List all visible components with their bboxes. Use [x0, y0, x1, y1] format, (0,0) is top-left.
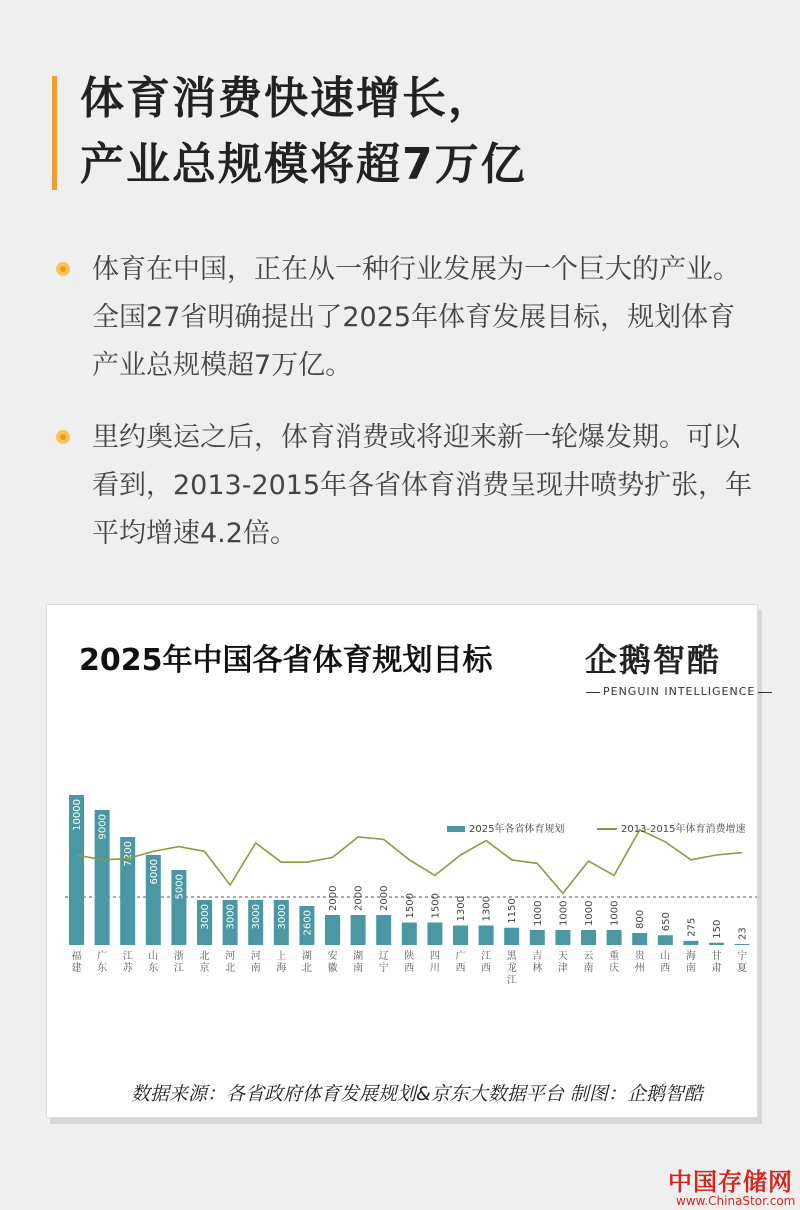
bar-宁夏 — [735, 944, 750, 945]
bar-黑龙江 — [504, 928, 519, 945]
bar-value-label: 800 — [635, 909, 647, 929]
category-label: 河 — [225, 951, 236, 962]
bar-value-label: 3000 — [225, 904, 237, 930]
category-label: 建 — [71, 963, 82, 974]
category-label: 江 — [122, 951, 133, 962]
bar-value-label: 3000 — [276, 904, 288, 930]
bar-value-label: 5000 — [174, 874, 186, 900]
category-label: 州 — [634, 963, 645, 974]
category-label: 湖 — [353, 951, 364, 962]
bar-value-label: 1500 — [404, 893, 416, 919]
bar-value-label: 1500 — [430, 893, 442, 919]
category-label: 山 — [148, 951, 159, 962]
category-label: 江 — [506, 975, 517, 986]
bar-value-label: 9000 — [97, 814, 109, 840]
legend-bar-swatch — [447, 826, 465, 832]
category-label: 林 — [532, 963, 543, 974]
category-label: 西 — [660, 963, 671, 974]
category-label: 北 — [301, 963, 312, 974]
bar-value-label: 2600 — [302, 910, 314, 936]
bar-value-label: 2000 — [328, 885, 339, 911]
category-label: 京 — [199, 963, 210, 974]
bar-value-label: 275 — [686, 917, 698, 937]
category-label: 云 — [583, 951, 594, 962]
category-label: 辽 — [378, 951, 389, 962]
category-label: 甘 — [711, 951, 722, 962]
category-label: 河 — [250, 951, 261, 962]
category-label: 吉 — [532, 951, 543, 962]
category-label: 福 — [71, 951, 82, 962]
bar-value-label: 1000 — [532, 900, 544, 926]
bar-value-label: 1300 — [456, 896, 467, 922]
legend-bar-label: 2025年各省体育规划 — [469, 824, 565, 835]
watermark: 中国存储网 — [668, 1168, 793, 1196]
page-title — [80, 66, 527, 198]
category-label: 广 — [97, 951, 108, 962]
category-label: 黑 — [506, 951, 517, 962]
category-label: 西 — [455, 963, 466, 974]
category-label: 肃 — [711, 963, 722, 974]
category-label: 南 — [250, 963, 261, 974]
category-label: 宁 — [378, 963, 389, 974]
bar-江西 — [479, 926, 494, 946]
category-label: 陕 — [404, 951, 415, 962]
bar-云南 — [581, 930, 596, 945]
bar-value-label: 23 — [737, 927, 749, 940]
title-accent-bar — [52, 76, 57, 190]
bar-value-label: 3000 — [251, 904, 263, 930]
category-label: 西 — [404, 963, 415, 974]
category-label: 重 — [609, 951, 620, 962]
bar-贵州 — [632, 933, 647, 945]
bar-value-label: 10000 — [72, 799, 83, 831]
category-label: 海 — [685, 951, 696, 962]
category-label: 西 — [481, 963, 492, 974]
bar-甘肃 — [709, 943, 724, 945]
category-label: 宁 — [737, 951, 748, 962]
category-label: 龙 — [506, 963, 517, 974]
category-label: 北 — [225, 963, 236, 974]
bar-湖南 — [351, 915, 366, 945]
brand-logo-subtitle: PENGUIN INTELLIGENCE — [583, 685, 775, 698]
category-label: 南 — [583, 963, 594, 974]
category-label: 津 — [557, 963, 568, 974]
legend-line-label: 2013-2015年体育消费增速 — [621, 824, 746, 835]
bar-value-label: 1000 — [584, 900, 595, 926]
bar-海南 — [683, 941, 698, 945]
bar-value-label: 1000 — [558, 900, 570, 926]
bar-value-label: 2000 — [353, 885, 365, 911]
category-label: 苏 — [122, 963, 133, 974]
category-label: 南 — [353, 963, 364, 974]
category-label: 安 — [327, 951, 338, 962]
chart-svg — [47, 675, 757, 1075]
bar-value-label: 3000 — [200, 904, 211, 930]
category-label: 贵 — [634, 951, 645, 962]
bar-吉林 — [530, 930, 545, 945]
category-label: 川 — [429, 963, 440, 974]
category-label: 东 — [97, 963, 108, 974]
bar-value-label: 1150 — [507, 898, 519, 924]
category-label: 江 — [481, 951, 492, 962]
source-note: 数据来源：各省政府体育发展规划&京东大数据平台 制图：企鹅智酷 — [131, 1083, 703, 1105]
brand-logo: 企鹅智酷 — [585, 641, 722, 679]
bar-广西 — [453, 926, 468, 946]
bullet-icon — [56, 430, 70, 444]
category-label: 浙 — [173, 951, 184, 962]
category-label: 天 — [557, 951, 568, 962]
bar-value-label: 1300 — [481, 896, 493, 922]
bullet-icon — [56, 262, 70, 276]
category-label: 江 — [173, 963, 184, 974]
watermark-url: www.ChinaStor.com — [676, 1194, 796, 1208]
paragraph-1: 体育在中国，正在从一种行业发展为一个巨大的产业。全国27省明确提出了2025年体育发展目标，规划体育产业总规模超7万亿。 — [92, 254, 740, 381]
category-label: 海 — [276, 963, 287, 974]
chart-card — [46, 604, 758, 1118]
title-line-1: 体育消费快速增长， — [80, 73, 494, 124]
bar-重庆 — [607, 930, 622, 945]
category-label: 湖 — [301, 951, 312, 962]
category-label: 北 — [199, 951, 210, 962]
category-label: 四 — [429, 951, 440, 962]
bar-安徽 — [325, 915, 340, 945]
bar-value-label: 1000 — [609, 900, 621, 926]
bar-value-label: 7200 — [123, 841, 135, 867]
category-label: 广 — [455, 951, 466, 962]
category-label: 徽 — [327, 963, 338, 974]
bar-value-label: 150 — [712, 919, 723, 939]
bar-四川 — [427, 923, 442, 946]
category-label: 夏 — [737, 963, 748, 974]
bar-辽宁 — [376, 915, 391, 945]
bar-天津 — [555, 930, 570, 945]
category-label: 上 — [276, 951, 287, 962]
bar-value-label: 6000 — [148, 859, 160, 885]
bar-value-label: 650 — [660, 912, 672, 932]
category-label: 庆 — [609, 963, 620, 974]
category-label: 东 — [148, 963, 159, 974]
paragraph-2: 里约奥运之后，体育消费或将迎来新一轮爆发期。可以看到，2013-2015年各省体育消费呈现井喷势扩张，年平均增速4.2倍。 — [92, 422, 753, 549]
title-line-2: 产业总规模将超7万亿 — [80, 139, 527, 190]
category-label: 南 — [685, 963, 696, 974]
category-label: 山 — [660, 951, 671, 962]
bar-陕西 — [402, 923, 417, 946]
bar-value-label: 2000 — [379, 885, 391, 911]
bar-山西 — [658, 935, 673, 945]
chart-title: 2025年中国各省体育规划目标 — [79, 643, 493, 678]
